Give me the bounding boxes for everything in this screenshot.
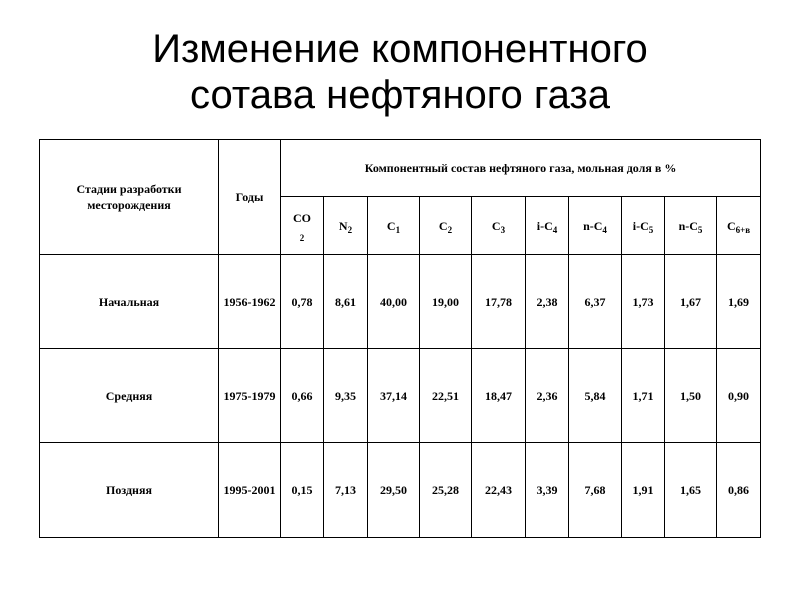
stage-cell: Средняя (40, 349, 219, 443)
table-row (40, 255, 761, 349)
component-header: $N_2$ (324, 197, 368, 255)
header-composition-group: Компонентный состав нефтяного газа, мольная доля в % (281, 140, 761, 197)
title-line-1: Изменение компонентного (152, 27, 648, 71)
value-cell: 40,00 (368, 255, 420, 349)
component-header: $C_{6+в}$ (717, 197, 761, 255)
stage-cell: Начальная (40, 255, 219, 349)
value-cell: 1,65 (665, 443, 717, 538)
component-header: $i-C_5$ (622, 197, 665, 255)
value-cell: 25,28 (420, 443, 472, 538)
value-cell: 19,00 (420, 255, 472, 349)
value-cell: 1,71 (622, 349, 665, 443)
component-header: $i-C_4$ (526, 197, 569, 255)
component-header: $C_2$ (420, 197, 472, 255)
value-cell: 1,91 (622, 443, 665, 538)
component-header: $C_1$ (368, 197, 420, 255)
value-cell: 0,66 (281, 349, 324, 443)
value-cell: 5,84 (569, 349, 622, 443)
years-cell: 1975-1979 (219, 349, 281, 443)
title-line-2: сотава нефтяного газа (190, 73, 610, 117)
value-cell: 0,86 (717, 443, 761, 538)
header-years: Годы (219, 140, 281, 255)
component-header: $n-C_5$ (665, 197, 717, 255)
value-cell: 1,67 (665, 255, 717, 349)
value-cell: 17,78 (472, 255, 526, 349)
years-cell: 1956-1962 (219, 255, 281, 349)
header-stage: Стадии разработки месторождения (40, 140, 219, 255)
value-cell: 7,13 (324, 443, 368, 538)
value-cell: 0,15 (281, 443, 324, 538)
component-header: CO $_2$ (281, 197, 324, 255)
header-row (40, 140, 761, 197)
value-cell: 1,73 (622, 255, 665, 349)
value-cell: 9,35 (324, 349, 368, 443)
value-cell: 22,43 (472, 443, 526, 538)
value-cell: 7,68 (569, 443, 622, 538)
value-cell: 2,36 (526, 349, 569, 443)
value-cell: 3,39 (526, 443, 569, 538)
value-cell: 1,50 (665, 349, 717, 443)
value-cell: 1,69 (717, 255, 761, 349)
years-cell: 1995-2001 (219, 443, 281, 538)
component-header: $C_3$ (472, 197, 526, 255)
value-cell: 18,47 (472, 349, 526, 443)
value-cell: 29,50 (368, 443, 420, 538)
stage-cell: Поздняя (40, 443, 219, 538)
value-cell: 6,37 (569, 255, 622, 349)
gas-composition-table (39, 139, 761, 538)
value-cell: 0,90 (717, 349, 761, 443)
value-cell: 8,61 (324, 255, 368, 349)
slide-title (0, 26, 800, 118)
component-header: $n-C_4$ (569, 197, 622, 255)
table-row (40, 443, 761, 538)
value-cell: 0,78 (281, 255, 324, 349)
value-cell: 37,14 (368, 349, 420, 443)
table-row (40, 349, 761, 443)
value-cell: 22,51 (420, 349, 472, 443)
value-cell: 2,38 (526, 255, 569, 349)
